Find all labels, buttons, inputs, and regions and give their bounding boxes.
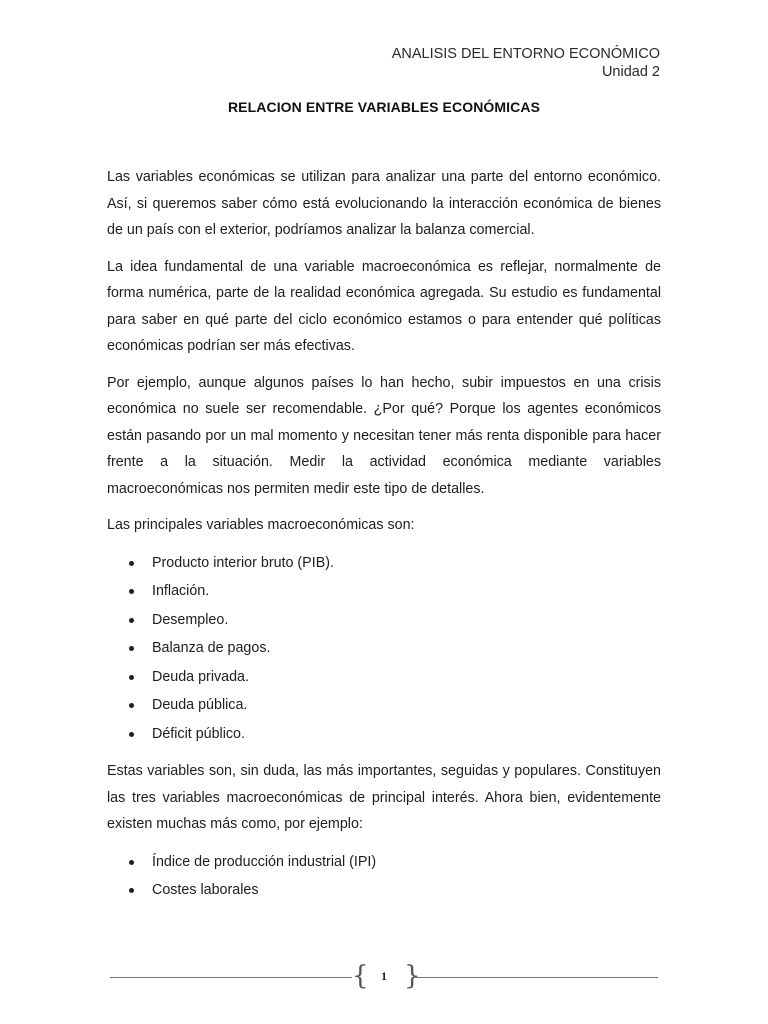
list-item-text: Desempleo. [152, 611, 229, 628]
list-item [107, 606, 661, 635]
list-item [107, 720, 661, 749]
list-item [107, 577, 661, 606]
list-item [107, 876, 661, 905]
list-item-text: Balanza de pagos. [152, 640, 271, 656]
bullet-icon [129, 675, 134, 680]
bullet-icon [129, 561, 134, 566]
list-item [107, 549, 661, 578]
paragraph-4: Las principales variables macroeconómicas son: [107, 517, 415, 533]
document-title: RELACION ENTRE VARIABLES ECONÓMICAS [227, 99, 541, 115]
footer-rule-right [414, 977, 658, 978]
list-item-text: Costes laborales [152, 882, 259, 898]
paragraph-3: Por ejemplo, aunque algunos países lo han hecho, subir impuestos en una crisis económica no suele ser recomendable. ¿Por qué? Porque los agentes económicos están pasando por un mal momento y necesitan tener más renta disponible para hacer frente a la situación. Medir la actividad económica mediante variables macroeconómicas nos permiten medir este tipo de detalles. [107, 374, 661, 497]
bullet-icon [129, 589, 134, 594]
list-item-text: Déficit público. [152, 725, 245, 742]
right-brace-icon: } [404, 961, 421, 991]
paragraph-5: Estas variables son, sin duda, las más importantes, seguidas y populares. Constituyen las tres variables macroeconómicas de principal interés. Ahora bien, evidentemente existen muchas más como, por ejemplo: [107, 763, 661, 832]
bullet-icon [129, 732, 134, 737]
page-number: 1 [381, 969, 387, 983]
bullet-icon [129, 888, 134, 893]
list-item-text: Inflación. [152, 583, 210, 599]
document-body [107, 164, 661, 915]
list-item [107, 691, 661, 720]
paragraph-1: Las variables económicas se utilizan para analizar una parte del entorno económico. Así, si queremos saber cómo está evolucionando la interacción económica de bienes de un país con el exterior, podríamos analizar la balanza comercial. [107, 169, 661, 238]
bullet-icon [129, 703, 134, 708]
bullet-icon [129, 618, 134, 623]
header-course-title: ANALISIS DEL ENTORNO ECONÓMICO [391, 46, 660, 62]
main-variables-list [107, 549, 661, 749]
other-variables-list [107, 848, 661, 905]
list-item-text: Deuda pública. [152, 697, 248, 713]
page-footer [110, 962, 658, 992]
list-item [107, 634, 661, 663]
running-header [392, 45, 660, 81]
list-item [107, 663, 661, 692]
list-item-text: Índice de producción industrial (IPI) [152, 853, 377, 870]
header-unit: Unidad 2 [601, 64, 660, 80]
list-item [107, 848, 661, 877]
bullet-icon [129, 646, 134, 651]
list-item-text: Producto interior bruto (PIB). [152, 554, 334, 571]
list-item-text: Deuda privada. [152, 668, 249, 685]
paragraph-2: La idea fundamental de una variable macroeconómica es reflejar, normalmente de forma numérica, parte de la realidad económica agregada. Su estudio es fundamental para saber en qué parte del ciclo económico estamos o para entender qué políticas económicas podrían ser más efectivas. [107, 258, 661, 354]
bullet-icon [129, 860, 134, 865]
footer-rule-left [110, 977, 352, 978]
left-brace-icon: { [352, 961, 369, 991]
